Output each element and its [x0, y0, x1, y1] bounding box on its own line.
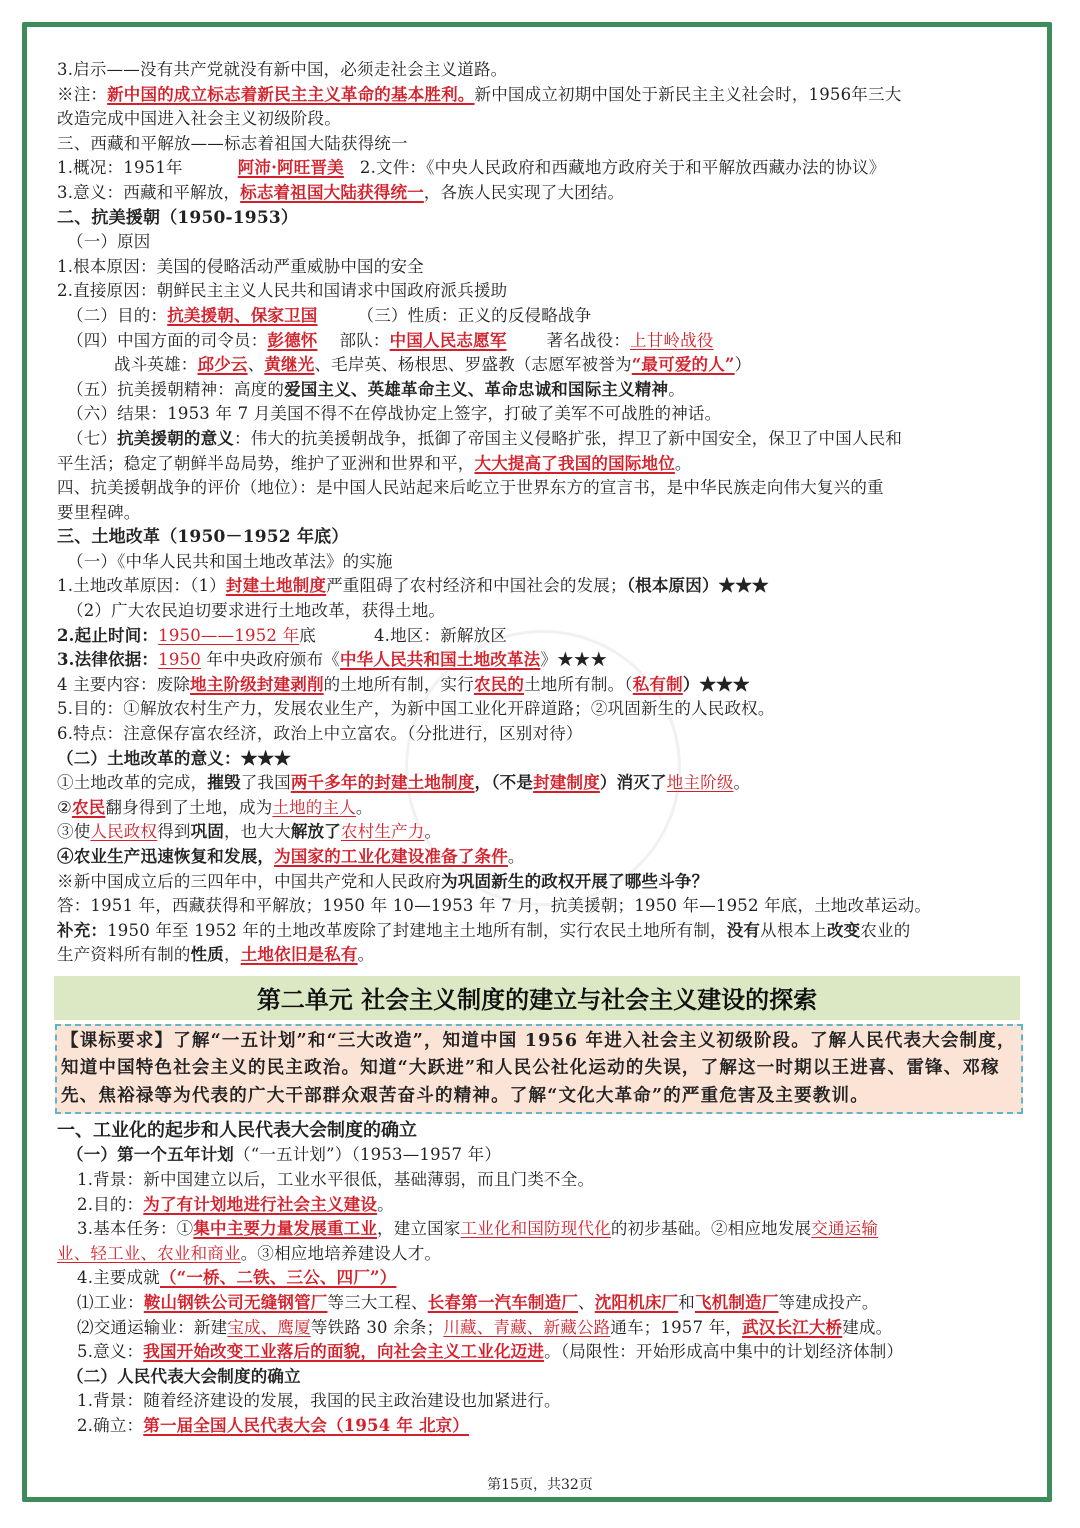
key-point: 上甘岭战役 [630, 330, 714, 350]
text-span: 等三大工程、 [327, 1293, 428, 1313]
text-span: 等铁路 30 余条； [310, 1317, 444, 1337]
text-line [57, 845, 1027, 870]
text-line: 5.目的：①解放农村生产力，发展农业生产，为新中国工业化开辟道路；②巩固新生的人民政权。 [57, 699, 775, 719]
text-span: （三）性质：正义的反侵略战争 [357, 305, 592, 325]
text-span: 》★★★ [540, 650, 608, 670]
key-point: 土地依旧是私有 [240, 945, 358, 965]
text-line: （六）结果：1953 年 7 月美国不得不在停战协定上签字，打破了美军不可战胜的神话。 [67, 404, 722, 424]
key-point: 农民 [72, 797, 106, 817]
text-span: ※新中国成立后的三四年中，中国共产党和人民政府 [57, 871, 442, 891]
key-point: 交通运输 [811, 1219, 879, 1239]
section-heading: 三、西藏和平解放——标志着祖国大陆获得统一 [57, 133, 408, 153]
text-span: 得到 [157, 822, 191, 842]
key-point: 长春第一汽车制造厂 [427, 1293, 579, 1313]
bold-span: 补充： [57, 920, 108, 940]
text-line: 6.特点：注意保存富农经济，政治上中立富农。（分批进行，区别对待） [57, 724, 583, 744]
key-point: 彭德怀 [267, 330, 318, 350]
text-span: 和 [678, 1293, 695, 1313]
text-span: （五）抗美援朝精神：高度的 [67, 379, 285, 399]
text-span: 。③相应地培养建设人才。 [240, 1243, 442, 1263]
key-point: （“一桥、二铁、三公、四厂”） [159, 1268, 397, 1288]
text-span: （二）目的： [67, 305, 168, 325]
text-span: 平生活；稳定了朝鲜半岛局势，维护了亚洲和世界和平， [57, 453, 475, 473]
text-span: 。 [377, 1194, 394, 1214]
bold-span: ④农业生产迅速恢复和发展， [57, 847, 275, 866]
text-line [57, 329, 1027, 354]
text-span: 、毛岸英、杨根思、罗盛教（志愿军被誉为 [314, 355, 632, 375]
text-span: 生产资料所有制的 [57, 945, 191, 965]
text-span: 部队： [339, 330, 390, 350]
bold-span: 为巩固新生的政权开展了哪些斗争？ [441, 871, 709, 891]
key-point: 邱少云 [197, 355, 248, 375]
key-point: 飞机制造厂 [694, 1293, 779, 1313]
text-line [57, 1242, 1027, 1267]
text-line [57, 353, 1027, 378]
document-body [57, 58, 1027, 1439]
bold-span: 性质 [190, 945, 225, 965]
text-span: 底 [299, 625, 316, 645]
text-line [57, 919, 1027, 944]
text-span: 2.确立： [77, 1416, 144, 1435]
text-line [57, 1143, 1027, 1168]
bold-span: （根本原因）★★★ [626, 576, 769, 596]
key-point: 为国家的工业化建设准备了条件 [274, 847, 508, 866]
text-span: ：伟大的抗美援朝战争，抵御了帝国主义侵略扩张，捍卫了新中国安全，保卫了中国人民和 [234, 428, 903, 448]
text-span: 。 [507, 847, 525, 866]
text-line [57, 156, 1027, 181]
text-line [57, 648, 1027, 673]
bold-span: 改变 [826, 920, 861, 940]
text-line: （2）广大农民迫切要求进行土地改革，获得土地。 [67, 601, 446, 621]
bold-span: ）★★★ [682, 674, 750, 694]
text-span: 、 [247, 355, 265, 375]
key-point: 武汉长江大桥 [742, 1317, 843, 1337]
key-point: 集中主要力量发展重工业 [193, 1219, 378, 1239]
text-line [57, 83, 1027, 108]
text-line [57, 1291, 1027, 1316]
text-line [57, 870, 1027, 895]
text-span: 。 [357, 945, 375, 965]
text-line [57, 1414, 1027, 1439]
text-span: 战斗英雄： [114, 355, 198, 375]
text-span: 。 [674, 453, 692, 473]
text-span: 。 [424, 822, 442, 842]
text-line: 答：1951 年，西藏获得和平解放；1950 年 10—1953 年 7 月，抗美援朝；1950 年—1952 年底，土地改革运动。 [57, 896, 932, 916]
text-span: 等建成投产。 [778, 1293, 879, 1313]
key-point: 中国人民志愿军 [389, 330, 507, 350]
text-span: ⑵交通运输业：新建 [77, 1317, 228, 1337]
unit-banner: 第二单元 社会主义制度的建立与社会主义建设的探索 [54, 976, 1020, 1020]
text-line [57, 1340, 1027, 1365]
section-heading-land: 三、土地改革（1950－1952 年底） [57, 527, 349, 548]
text-line [57, 1316, 1027, 1341]
text-span: 年中央政府颁布《 [200, 650, 340, 670]
text-span: 了我国 [240, 773, 291, 793]
text-span: ， [224, 945, 241, 965]
text-line: 3.启示——没有共产党就没有新中国，必须走社会主义道路。 [57, 60, 508, 79]
text-span: 的初步基础。②相应地发展 [610, 1219, 812, 1239]
text-span: 农业的 [860, 920, 911, 940]
key-point: 标志着祖国大陆获得统一 [240, 182, 424, 202]
text-line: 四、抗美援朝战争的评价（地位）：是中国人民站起来后屹立于世界东方的宣言书，是中华民族走向伟大复兴的重 [57, 478, 884, 498]
section-heading-industry: 一、工业化的起步和人民代表大会制度的确立 [57, 1120, 417, 1142]
bold-span: 解放了 [290, 822, 341, 842]
text-line: 1.背景：随着经济建设的发展，我国的民主政治建设也加紧进行。 [77, 1391, 561, 1411]
text-line [57, 181, 1027, 206]
text-span: ，也大大 [224, 822, 291, 842]
key-point: 工业化和国防现代化 [460, 1219, 611, 1239]
text-line [57, 378, 1027, 403]
text-line: （二）土地改革的意义：★★★ [57, 748, 291, 768]
text-span: 著名战役： [546, 330, 631, 350]
text-span: 从根本上 [760, 920, 827, 940]
text-line [57, 427, 1027, 452]
text-line [57, 304, 1027, 329]
text-line [57, 452, 1027, 477]
text-span: （七） [67, 428, 118, 448]
key-point: 地主阶级封建剥削 [190, 674, 324, 694]
page-number: 第15页，共32页 [487, 1477, 593, 1493]
bold-span: （一）第一个五年计划 [67, 1145, 234, 1165]
key-point: 阿沛·阿旺晋美 [237, 158, 344, 178]
key-point: 1950——1952 年 [158, 625, 300, 645]
text-span: 建成。 [842, 1317, 893, 1337]
text-span: ①土地改革的完成， [57, 773, 208, 793]
key-point: 新中国的成立标志着新民主主义革命的基本胜利。 [107, 84, 475, 104]
text-line [57, 673, 1027, 698]
text-span: 、 [578, 1293, 595, 1313]
text-line [57, 943, 1027, 968]
text-line: 2.直接原因：朝鲜民主主义人民共和国请求中国政府派兵援助 [57, 281, 508, 301]
text-span: 1950 年至 1952 年的土地改革废除了封建地主土地所有制，实行农民土地所有制， [107, 920, 727, 940]
text-line [57, 1266, 1027, 1291]
key-point: 业、轻工业、农业和商业 [57, 1243, 241, 1263]
bold-span: 抗美援朝的意义 [117, 428, 235, 448]
text-line [57, 1217, 1027, 1242]
key-point: 宝成、鹰厦 [227, 1317, 311, 1337]
subsection-heading: （二）人民代表大会制度的确立 [67, 1366, 301, 1386]
bold-span: ）消灭了 [599, 773, 667, 793]
key-point: 土地的主人 [272, 797, 356, 817]
key-point: 鞍山钢铁公司无缝钢管厂 [143, 1293, 328, 1313]
text-line: 1.根本原因：美国的侵略活动严重威胁中国的安全 [57, 256, 424, 276]
text-span: 通车；1957 年， [610, 1317, 743, 1337]
text-span: 翻身得到了土地，成为 [105, 797, 273, 817]
text-line [57, 574, 1027, 599]
curriculum-requirement-box: 【课标要求】了解“一五计划”和“三大改造”，知道中国 1956 年进入社会主义初级阶段。了解人民代表大会制度，知道中国特色社会主义的民主政治。知道“大跃进”和人民公社化运动的失误，了解这一时期以王进喜、雷锋、邓稼先、焦裕禄等为代表的广大干部群众艰苦奋斗的精神。了解“文化大革命”的严重危害及主要教训。 [55, 1024, 1023, 1115]
text-span: 3.基本任务：① [77, 1219, 194, 1239]
text-span: 4.主要成就 [77, 1268, 160, 1288]
text-span: 1.概况：1951年 [57, 158, 183, 178]
key-point: 农民的 [473, 674, 525, 694]
text-span: （四）中国方面的司令员： [67, 330, 268, 350]
text-span: 。（局限性：开始形成高中集中的计划经济体制） [544, 1342, 904, 1362]
text-span: 严重阻碍了农村经济和中国社会的发展； [326, 576, 627, 596]
key-point: 封建土地制度 [225, 576, 327, 596]
text-span: 。 [668, 379, 685, 399]
text-span: 2.文件：《中央人民政府和西藏地方政府关于和平解放西藏办法的协议》 [359, 158, 886, 178]
bold-span: 2.起止时间： [57, 625, 159, 645]
section-heading-korea: 二、抗美援朝（1950-1953） [57, 207, 299, 228]
text-span: 5.意义： [77, 1342, 144, 1362]
bold-span: ，（不是 [474, 773, 534, 793]
text-span: 3.意义：西藏和平解放， [57, 182, 241, 202]
text-span: ⑴工业： [77, 1293, 144, 1313]
text-span: ，各族人民实现了大团结。 [423, 182, 625, 202]
text-span: 的土地所有制，实行 [323, 674, 474, 694]
text-span: ） [734, 355, 752, 375]
text-line: （一）《中华人民共和国土地改革法》的实施 [67, 551, 393, 571]
key-point: 人民政权 [90, 822, 158, 842]
text-span: 。 [733, 773, 751, 793]
key-point: 沈阳机床厂 [594, 1293, 679, 1313]
key-point: 两千多年的封建土地制度 [290, 773, 475, 793]
text-span: 土地所有制。（ [524, 674, 633, 694]
key-point: 大大提高了我国的国际地位 [474, 453, 675, 473]
text-line: 改造完成中国进入社会主义初级阶段。 [57, 109, 341, 129]
key-point: 第一届全国人民代表大会（1954 年 北京） [143, 1416, 470, 1435]
key-point: 1950 [158, 650, 201, 670]
bold-span: 没有 [726, 920, 761, 940]
key-point: 封建制度 [533, 773, 600, 793]
text-line: 要里程碑。 [57, 502, 141, 522]
bold-span: 摧毁 [207, 773, 241, 793]
text-span: 新中国成立初期中国处于新民主主义社会时，1956年三大 [474, 84, 902, 104]
bold-span: 3.法律依据： [57, 650, 159, 670]
key-point: 我国开始改变工业落后的面貌，向社会主义工业化迈进 [143, 1342, 545, 1362]
text-span: ，建立国家 [377, 1219, 461, 1239]
key-point: 农村生产力 [340, 822, 425, 842]
text-line [57, 796, 1027, 821]
note-label: ※注： [57, 84, 108, 104]
text-span: 。 [355, 797, 373, 817]
text-span: 2.目的： [77, 1194, 144, 1214]
text-span: 4 主要内容：废除 [57, 674, 191, 694]
key-point: 黄继光 [264, 355, 315, 375]
text-line [57, 1193, 1027, 1218]
text-line: （一）原因 [67, 232, 151, 252]
text-span: 1.土地改革原因：（1） [57, 576, 226, 596]
bold-span: 巩固 [190, 822, 225, 842]
key-point: 中华人民共和国土地改革法 [339, 650, 541, 670]
text-span: 4.地区：新解放区 [373, 625, 508, 645]
key-point: “最可爱的人” [631, 355, 735, 375]
key-point: 私有制 [632, 674, 683, 694]
text-span: ③使 [57, 822, 91, 842]
text-line [57, 624, 1027, 649]
key-point: 地主阶级 [666, 773, 734, 793]
text-line [57, 771, 1027, 796]
text-span: ② [57, 797, 72, 817]
text-line: 1.背景：新中国建立以后，工业水平很低，基础薄弱，而且门类不全。 [77, 1170, 595, 1190]
text-line [57, 820, 1027, 845]
text-span: （“一五计划”）（1953—1957 年） [234, 1145, 502, 1165]
key-point: 川藏、青藏、新藏公路 [443, 1317, 611, 1337]
bold-span: 爱国主义、英雄革命主义、革命忠诚和国际主义精神 [284, 379, 669, 399]
key-point: 为了有计划地进行社会主义建设 [143, 1194, 378, 1214]
key-point: 抗美援朝、保家卫国 [167, 305, 318, 325]
